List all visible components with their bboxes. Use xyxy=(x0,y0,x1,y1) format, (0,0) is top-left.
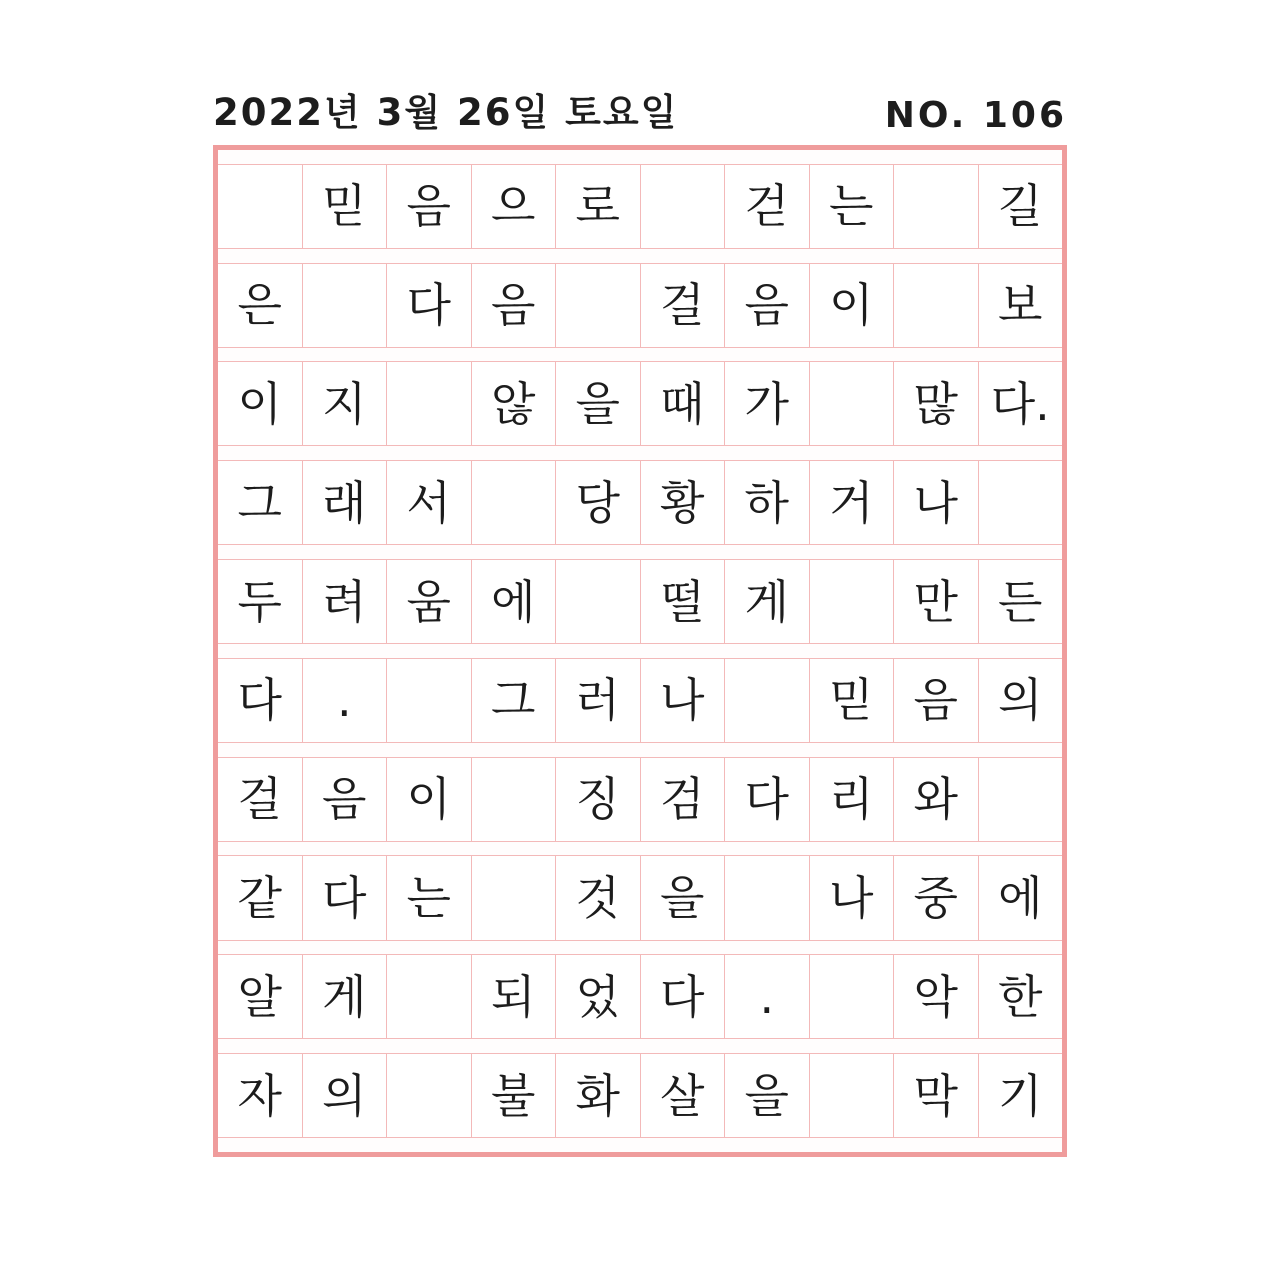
grid-cell xyxy=(387,362,472,445)
annotation-band xyxy=(218,544,1062,560)
grid-cell: 징 xyxy=(556,758,641,841)
grid-cell: 다. xyxy=(990,376,1050,431)
grid-cell: 살 xyxy=(641,1054,726,1137)
grid-cell: 의 xyxy=(303,1054,388,1137)
grid-cell: 다 xyxy=(218,659,303,742)
grid-cell: 그 xyxy=(472,659,557,742)
grid-cell: 음 xyxy=(303,758,388,841)
grid-row xyxy=(218,659,1062,742)
annotation-band xyxy=(218,248,1062,264)
grid-cell: 지 xyxy=(303,362,388,445)
grid-cell: 많 xyxy=(894,362,979,445)
grid-cell xyxy=(387,1054,472,1137)
grid-cell: 러 xyxy=(556,659,641,742)
grid-cell: 그 xyxy=(218,461,303,544)
grid-cell: 되 xyxy=(472,955,557,1038)
grid-cell: . xyxy=(303,659,388,742)
grid-row xyxy=(218,461,1062,544)
date-text: 2022년 3월 26일 토요일 xyxy=(213,91,679,134)
grid-cell: 두 xyxy=(218,560,303,643)
grid-cell: 당 xyxy=(556,461,641,544)
grid-cell xyxy=(556,560,641,643)
grid-cell: 믿 xyxy=(303,165,388,248)
annotation-band xyxy=(218,643,1062,659)
grid-cell: 막 xyxy=(894,1054,979,1137)
grid-cell: 든 xyxy=(998,574,1043,629)
grid-cell: . xyxy=(725,955,810,1038)
grid-row xyxy=(218,362,1062,445)
grid-cell: 만 xyxy=(894,560,979,643)
annotation-band xyxy=(218,150,1062,165)
grid-row xyxy=(218,165,1062,248)
grid-cell: 음 xyxy=(472,264,557,347)
grid-cell: 게 xyxy=(725,560,810,643)
grid-cell xyxy=(303,264,388,347)
grid-cell: 는 xyxy=(387,856,472,939)
grid-cell: 악 xyxy=(894,955,979,1038)
grid-row xyxy=(218,1054,1062,1137)
grid-cell xyxy=(472,758,557,841)
grid-cell: 걸 xyxy=(641,264,726,347)
grid-cell: 에 xyxy=(998,871,1043,926)
grid-cell: 이 xyxy=(810,264,895,347)
grid-cell xyxy=(810,560,895,643)
grid-cell: 이 xyxy=(218,362,303,445)
grid-cell: 때 xyxy=(641,362,726,445)
grid-cell xyxy=(641,165,726,248)
grid-cell: 음 xyxy=(387,165,472,248)
annotation-band xyxy=(218,445,1062,461)
grid-cell: 움 xyxy=(387,560,472,643)
grid-cell: 은 xyxy=(218,264,303,347)
grid-cell: 로 xyxy=(556,165,641,248)
grid-cell: 나 xyxy=(810,856,895,939)
grid-cell: 다 xyxy=(387,264,472,347)
grid-cell: 화 xyxy=(556,1054,641,1137)
grid-cell: 검 xyxy=(641,758,726,841)
grid-cell xyxy=(725,856,810,939)
grid-cell: 었 xyxy=(556,955,641,1038)
grid-row xyxy=(218,264,1062,347)
grid-cell: 불 xyxy=(472,1054,557,1137)
grid-cell xyxy=(472,461,557,544)
grid-cell: 나 xyxy=(641,659,726,742)
grid-row xyxy=(218,560,1062,643)
annotation-band xyxy=(218,347,1062,363)
grid-cell xyxy=(894,165,979,248)
grid-cell: 나 xyxy=(894,461,979,544)
grid-cell xyxy=(810,955,895,1038)
grid-cell: 을 xyxy=(641,856,726,939)
grid-cell: 가 xyxy=(725,362,810,445)
grid-row xyxy=(218,758,1062,841)
grid-cell: 음 xyxy=(894,659,979,742)
grid-cell: 음 xyxy=(725,264,810,347)
grid-cell: 걸 xyxy=(218,758,303,841)
grid-cell: 와 xyxy=(894,758,979,841)
grid-cell: 기 xyxy=(998,1068,1043,1123)
grid-cell xyxy=(472,856,557,939)
grid-cell xyxy=(218,165,303,248)
annotation-band xyxy=(218,940,1062,956)
grid-row xyxy=(218,955,1062,1038)
grid-cell: 떨 xyxy=(641,560,726,643)
grid-cell xyxy=(810,362,895,445)
grid-cell: 리 xyxy=(810,758,895,841)
grid-cell: 같 xyxy=(218,856,303,939)
grid-cell: 걷 xyxy=(725,165,810,248)
grid-cell: 중 xyxy=(894,856,979,939)
grid-cell: 황 xyxy=(641,461,726,544)
grid-cell: 믿 xyxy=(810,659,895,742)
grid-cell xyxy=(556,264,641,347)
grid-cell: 않 xyxy=(472,362,557,445)
annotation-band xyxy=(218,841,1062,857)
grid-cell: 알 xyxy=(218,955,303,1038)
grid-cell: 다 xyxy=(725,758,810,841)
grid-cell: 려 xyxy=(303,560,388,643)
grid-row xyxy=(218,856,1062,939)
grid-cell: 것 xyxy=(556,856,641,939)
grid-cell xyxy=(387,659,472,742)
manuscript-grid xyxy=(213,145,1067,1157)
annotation-band xyxy=(218,1137,1062,1152)
grid-cell: 다 xyxy=(303,856,388,939)
grid-cell: 래 xyxy=(303,461,388,544)
grid-cell: 을 xyxy=(725,1054,810,1137)
grid-cell: 자 xyxy=(218,1054,303,1137)
annotation-band xyxy=(218,1038,1062,1054)
grid-cell: 서 xyxy=(387,461,472,544)
grid-cell xyxy=(979,461,1063,544)
grid-cell: 으 xyxy=(472,165,557,248)
grid-cell: 보 xyxy=(998,278,1043,333)
page-header xyxy=(213,84,1067,136)
grid-cell xyxy=(810,1054,895,1137)
grid-cell: 하 xyxy=(725,461,810,544)
grid-cell: 길 xyxy=(998,179,1043,234)
grid-cell xyxy=(979,758,1063,841)
grid-cell xyxy=(894,264,979,347)
grid-cell: 는 xyxy=(810,165,895,248)
grid-cell: 에 xyxy=(472,560,557,643)
page-number: NO. 106 xyxy=(884,95,1067,136)
grid-cell: 거 xyxy=(810,461,895,544)
grid-cell: 이 xyxy=(387,758,472,841)
grid-cell: 게 xyxy=(303,955,388,1038)
grid-cell xyxy=(725,659,810,742)
grid-cell: 의 xyxy=(998,673,1043,728)
grid-cell: 다 xyxy=(641,955,726,1038)
annotation-band xyxy=(218,742,1062,758)
grid-cell: 을 xyxy=(556,362,641,445)
grid-cell: 한 xyxy=(998,969,1043,1024)
grid-cell xyxy=(387,955,472,1038)
